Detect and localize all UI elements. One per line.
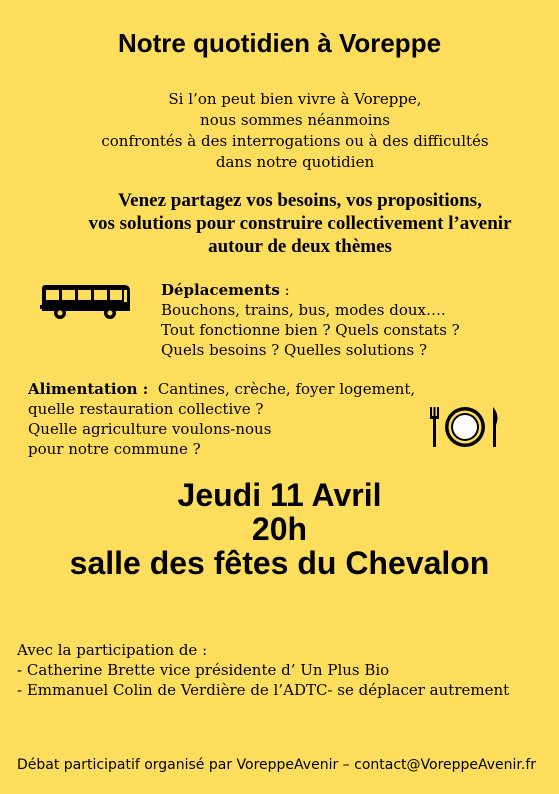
- deplacements-block: [161, 280, 460, 360]
- event-date: Jeudi 11 Avril: [177, 477, 382, 513]
- intro-line: dans notre quotidien: [215, 153, 375, 171]
- footer-organizer: Débat participatif organisé par VoreppeAvenir – contact@VoreppeAvenir.fr: [17, 757, 537, 773]
- event-place: salle des fêtes du Chevalon: [69, 545, 490, 581]
- page-title: Notre quotidien à Voreppe: [117, 28, 442, 58]
- intro-line: confrontés à des interrogations ou à des difficultés: [101, 132, 489, 150]
- alimentation-first-line: Cantines, crèche, foyer logement,: [157, 380, 416, 398]
- event-time: 20h: [251, 511, 308, 547]
- alimentation-line: Quelle agriculture voulons-nous: [28, 420, 272, 438]
- plate-cutlery-icon: [427, 405, 503, 449]
- intro-line: nous sommes néanmoins: [200, 111, 390, 129]
- deplacements-line: Quels besoins ? Quelles solutions ?: [161, 341, 428, 359]
- invite-line: autour de deux thèmes: [208, 236, 392, 257]
- participant-item: - Emmanuel Colin de Verdière de l’ADTC- se déplacer autrement: [17, 681, 510, 699]
- invite-line: vos solutions pour construire collectivement l’avenir: [88, 213, 512, 234]
- participant-item: - Catherine Brette vice présidente d’ Un Plus Bio: [17, 661, 390, 679]
- alimentation-block: [28, 379, 415, 459]
- intro-paragraph: [0, 89, 559, 173]
- bus-icon: [40, 283, 132, 321]
- participation-block: [17, 640, 509, 700]
- alimentation-line: pour notre commune ?: [28, 440, 201, 458]
- participation-intro: Avec la participation de :: [17, 641, 208, 659]
- invite-line: Venez partagez vos besoins, vos propositions,: [118, 190, 482, 211]
- intro-line: Si l’on peut bien vivre à Voreppe,: [168, 90, 422, 108]
- alimentation-line: quelle restauration collective ?: [28, 400, 264, 418]
- deplacements-heading: Déplacements: [161, 281, 280, 299]
- invitation-paragraph: [0, 189, 559, 258]
- deplacements-line: Bouchons, trains, bus, modes doux….: [161, 301, 446, 319]
- deplacements-separator: :: [279, 281, 290, 299]
- alimentation-heading: Alimentation :: [28, 380, 149, 398]
- deplacements-line: Tout fonctionne bien ? Quels constats ?: [161, 321, 460, 339]
- event-block: [0, 478, 559, 580]
